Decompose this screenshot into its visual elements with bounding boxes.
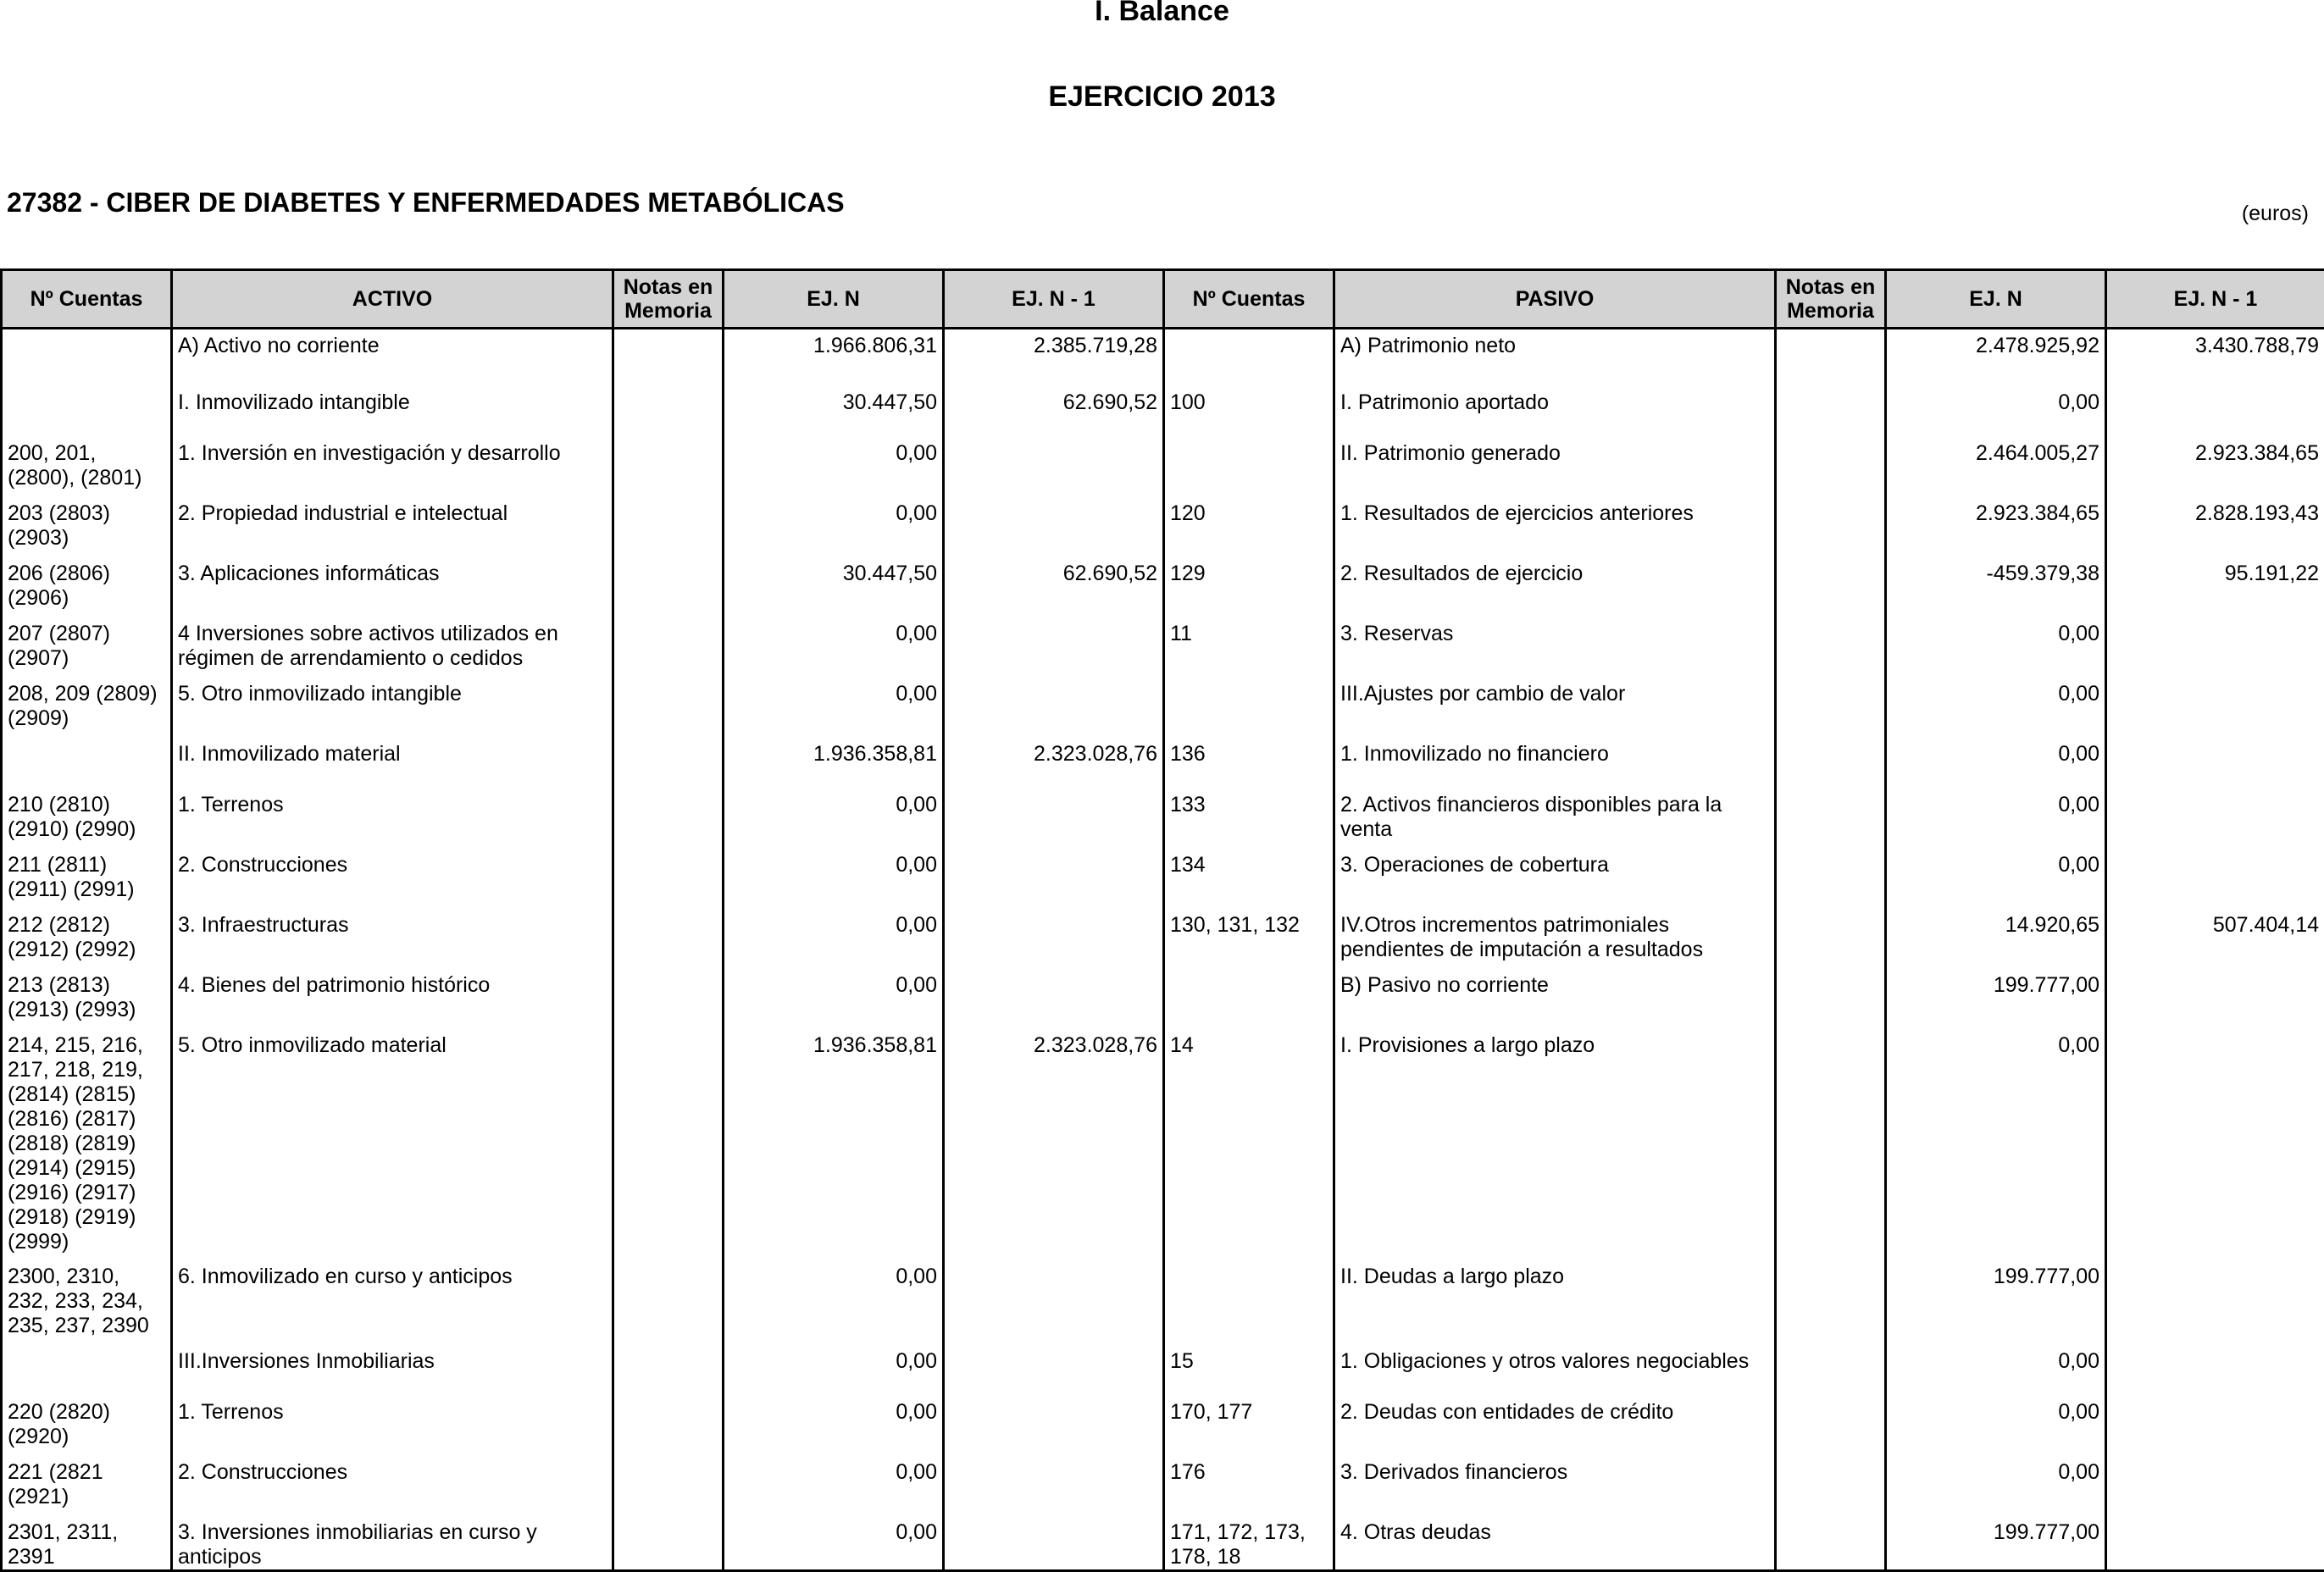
pasivo-year-n-1	[2106, 843, 2324, 903]
notes-activo	[613, 672, 724, 732]
activo-year-n-1	[944, 1339, 1164, 1390]
notes-pasivo	[1776, 672, 1886, 732]
activo-year-n: 0,00	[724, 491, 944, 551]
activo-year-n: 0,00	[724, 903, 944, 963]
account-codes-activo: 220 (2820) (2920)	[2, 1390, 172, 1450]
col-header-accounts: Nº Cuentas	[1164, 270, 1334, 329]
account-codes-activo: 2300, 2310, 232, 233, 234, 235, 237, 2390	[2, 1254, 172, 1339]
activo-label: 2. Construcciones	[172, 843, 613, 903]
activo-year-n: 1.966.806,31	[724, 329, 944, 380]
pasivo-year-n-1	[2106, 1390, 2324, 1450]
activo-year-n-1	[944, 491, 1164, 551]
pasivo-year-n-1	[2106, 612, 2324, 672]
table-row	[2, 843, 2324, 903]
account-codes-pasivo	[1164, 1254, 1334, 1339]
notes-activo	[613, 1390, 724, 1450]
table-row	[2, 1390, 2324, 1450]
page-title: I. Balance	[0, 0, 2324, 28]
col-header-accounts: Nº Cuentas	[2, 270, 172, 329]
notes-pasivo	[1776, 732, 1886, 783]
pasivo-year-n: 0,00	[1886, 380, 2106, 431]
pasivo-year-n: 0,00	[1886, 672, 2106, 732]
pasivo-label: 2. Resultados de ejercicio	[1334, 551, 1776, 612]
activo-year-n: 0,00	[724, 783, 944, 843]
activo-year-n: 0,00	[724, 1450, 944, 1510]
pasivo-year-n-1	[2106, 1254, 2324, 1339]
activo-label: III.Inversiones Inmobiliarias	[172, 1339, 613, 1390]
pasivo-year-n: 0,00	[1886, 1023, 2106, 1254]
pasivo-year-n-1: 2.923.384,65	[2106, 431, 2324, 491]
pasivo-year-n: 0,00	[1886, 732, 2106, 783]
pasivo-year-n: 2.478.925,92	[1886, 329, 2106, 380]
account-codes-pasivo	[1164, 329, 1334, 380]
account-codes-pasivo: 133	[1164, 783, 1334, 843]
notes-pasivo	[1776, 1450, 1886, 1510]
activo-label: 4 Inversiones sobre activos utilizados en régimen de arrendamiento o cedidos	[172, 612, 613, 672]
pasivo-label: III.Ajustes por cambio de valor	[1334, 672, 1776, 732]
activo-label: 3. Infraestructuras	[172, 903, 613, 963]
table-row	[2, 551, 2324, 612]
activo-year-n-1	[944, 903, 1164, 963]
account-codes-activo: 221 (2821 (2921)	[2, 1450, 172, 1510]
account-codes-activo: 212 (2812) (2912) (2992)	[2, 903, 172, 963]
table-row	[2, 783, 2324, 843]
activo-label: 1. Terrenos	[172, 1390, 613, 1450]
currency-unit: (euros)	[2242, 202, 2309, 226]
account-codes-activo	[2, 1339, 172, 1390]
notes-activo	[613, 1510, 724, 1571]
account-codes-activo: 213 (2813) (2913) (2993)	[2, 963, 172, 1023]
pasivo-year-n-1	[2106, 1450, 2324, 1510]
activo-year-n-1: 2.323.028,76	[944, 1023, 1164, 1254]
activo-label: 2. Construcciones	[172, 1450, 613, 1510]
pasivo-year-n-1	[2106, 1339, 2324, 1390]
pasivo-year-n: 199.777,00	[1886, 1254, 2106, 1339]
activo-label: 5. Otro inmovilizado intangible	[172, 672, 613, 732]
table-row	[2, 1510, 2324, 1571]
account-codes-activo	[2, 380, 172, 431]
activo-year-n-1	[944, 431, 1164, 491]
notes-pasivo	[1776, 380, 1886, 431]
pasivo-year-n-1	[2106, 963, 2324, 1023]
account-codes-pasivo: 136	[1164, 732, 1334, 783]
table-row	[2, 380, 2324, 431]
table-row	[2, 963, 2324, 1023]
activo-label: 6. Inmovilizado en curso y anticipos	[172, 1254, 613, 1339]
pasivo-label: B) Pasivo no corriente	[1334, 963, 1776, 1023]
account-codes-pasivo: 11	[1164, 612, 1334, 672]
activo-year-n-1	[944, 783, 1164, 843]
account-codes-activo	[2, 732, 172, 783]
activo-year-n: 1.936.358,81	[724, 1023, 944, 1254]
notes-activo	[613, 783, 724, 843]
activo-year-n-1	[944, 1254, 1164, 1339]
pasivo-year-n-1: 2.828.193,43	[2106, 491, 2324, 551]
notes-pasivo	[1776, 612, 1886, 672]
col-header-year-n: EJ. N	[724, 270, 944, 329]
table-row	[2, 1339, 2324, 1390]
notes-activo	[613, 612, 724, 672]
activo-year-n-1: 62.690,52	[944, 551, 1164, 612]
table-row	[2, 1023, 2324, 1254]
entity-name: 27382 - CIBER DE DIABETES Y ENFERMEDADES METABÓLICAS	[7, 187, 845, 219]
account-codes-pasivo: 15	[1164, 1339, 1334, 1390]
activo-year-n: 0,00	[724, 612, 944, 672]
pasivo-year-n-1: 507.404,14	[2106, 903, 2324, 963]
activo-label: 1. Terrenos	[172, 783, 613, 843]
account-codes-pasivo: 134	[1164, 843, 1334, 903]
pasivo-year-n: 0,00	[1886, 1339, 2106, 1390]
account-codes-pasivo: 100	[1164, 380, 1334, 431]
pasivo-year-n: 199.777,00	[1886, 1510, 2106, 1571]
activo-year-n: 0,00	[724, 1390, 944, 1450]
notes-pasivo	[1776, 1023, 1886, 1254]
account-codes-pasivo	[1164, 672, 1334, 732]
pasivo-label: 2. Deudas con entidades de crédito	[1334, 1390, 1776, 1450]
account-codes-pasivo: 171, 172, 173, 178, 18	[1164, 1510, 1334, 1571]
pasivo-year-n: 199.777,00	[1886, 963, 2106, 1023]
activo-label: 2. Propiedad industrial e intelectual	[172, 491, 613, 551]
notes-activo	[613, 551, 724, 612]
pasivo-year-n-1	[2106, 1510, 2324, 1571]
pasivo-year-n: 2.464.005,27	[1886, 431, 2106, 491]
table-row	[2, 903, 2324, 963]
pasivo-label: 3. Operaciones de cobertura	[1334, 843, 1776, 903]
notes-pasivo	[1776, 1390, 1886, 1450]
activo-label: A) Activo no corriente	[172, 329, 613, 380]
pasivo-label: II. Deudas a largo plazo	[1334, 1254, 1776, 1339]
notes-activo	[613, 732, 724, 783]
pasivo-year-n-1	[2106, 783, 2324, 843]
notes-activo	[613, 903, 724, 963]
table-row	[2, 1450, 2324, 1510]
activo-year-n: 0,00	[724, 431, 944, 491]
col-header-year-n: EJ. N	[1886, 270, 2106, 329]
account-codes-pasivo: 120	[1164, 491, 1334, 551]
activo-year-n: 0,00	[724, 1339, 944, 1390]
activo-label: 3. Aplicaciones informáticas	[172, 551, 613, 612]
account-codes-pasivo	[1164, 963, 1334, 1023]
activo-year-n-1	[944, 612, 1164, 672]
notes-activo	[613, 1450, 724, 1510]
account-codes-activo: 2301, 2311, 2391	[2, 1510, 172, 1571]
activo-year-n-1	[944, 963, 1164, 1023]
notes-pasivo	[1776, 1254, 1886, 1339]
notes-pasivo	[1776, 903, 1886, 963]
account-codes-activo: 208, 209 (2809) (2909)	[2, 672, 172, 732]
activo-label: I. Inmovilizado intangible	[172, 380, 613, 431]
pasivo-label: A) Patrimonio neto	[1334, 329, 1776, 380]
activo-year-n: 30.447,50	[724, 380, 944, 431]
account-codes-activo: 214, 215, 216, 217, 218, 219, (2814) (2815) (2816) (2817) (2818) (2819) (2914) (2915) (2916) (2917) (2918) (2919) (2999)	[2, 1023, 172, 1254]
notes-activo	[613, 431, 724, 491]
account-codes-pasivo: 129	[1164, 551, 1334, 612]
account-codes-activo	[2, 329, 172, 380]
activo-year-n-1: 2.323.028,76	[944, 732, 1164, 783]
table-row	[2, 732, 2324, 783]
activo-year-n-1: 2.385.719,28	[944, 329, 1164, 380]
table-row	[2, 1254, 2324, 1339]
notes-pasivo	[1776, 551, 1886, 612]
pasivo-year-n: 0,00	[1886, 612, 2106, 672]
col-header-year-n-1: EJ. N - 1	[944, 270, 1164, 329]
account-codes-pasivo: 176	[1164, 1450, 1334, 1510]
activo-label: 4. Bienes del patrimonio histórico	[172, 963, 613, 1023]
pasivo-year-n-1: 95.191,22	[2106, 551, 2324, 612]
activo-year-n: 1.936.358,81	[724, 732, 944, 783]
col-header-notes: Notas en Memoria	[613, 270, 724, 329]
pasivo-label: 1. Obligaciones y otros valores negociables	[1334, 1339, 1776, 1390]
table-row	[2, 672, 2324, 732]
notes-activo	[613, 1339, 724, 1390]
balance-table	[0, 268, 2324, 1572]
table-row	[2, 612, 2324, 672]
activo-year-n-1	[944, 1450, 1164, 1510]
notes-pasivo	[1776, 783, 1886, 843]
activo-label: 5. Otro inmovilizado material	[172, 1023, 613, 1254]
pasivo-year-n-1: 3.430.788,79	[2106, 329, 2324, 380]
account-codes-pasivo: 130, 131, 132	[1164, 903, 1334, 963]
pasivo-year-n: 0,00	[1886, 1390, 2106, 1450]
col-header-activo: ACTIVO	[172, 270, 613, 329]
account-codes-activo: 210 (2810) (2910) (2990)	[2, 783, 172, 843]
account-codes-activo: 203 (2803) (2903)	[2, 491, 172, 551]
notes-activo	[613, 843, 724, 903]
pasivo-year-n: 0,00	[1886, 843, 2106, 903]
col-header-notes: Notas en Memoria	[1776, 270, 1886, 329]
account-codes-pasivo: 14	[1164, 1023, 1334, 1254]
activo-year-n: 0,00	[724, 963, 944, 1023]
activo-label: II. Inmovilizado material	[172, 732, 613, 783]
pasivo-label: 3. Reservas	[1334, 612, 1776, 672]
account-codes-activo: 206 (2806) (2906)	[2, 551, 172, 612]
pasivo-label: 1. Inmovilizado no financiero	[1334, 732, 1776, 783]
pasivo-year-n-1	[2106, 1023, 2324, 1254]
activo-label: 1. Inversión en investigación y desarrollo	[172, 431, 613, 491]
pasivo-label: 1. Resultados de ejercicios anteriores	[1334, 491, 1776, 551]
table-row	[2, 329, 2324, 380]
activo-year-n: 30.447,50	[724, 551, 944, 612]
pasivo-year-n: 0,00	[1886, 783, 2106, 843]
notes-activo	[613, 1254, 724, 1339]
activo-year-n: 0,00	[724, 672, 944, 732]
notes-activo	[613, 380, 724, 431]
notes-pasivo	[1776, 963, 1886, 1023]
activo-year-n-1	[944, 1510, 1164, 1571]
account-codes-pasivo	[1164, 431, 1334, 491]
activo-year-n: 0,00	[724, 1510, 944, 1571]
notes-activo	[613, 491, 724, 551]
col-header-pasivo: PASIVO	[1334, 270, 1776, 329]
notes-activo	[613, 963, 724, 1023]
notes-pasivo	[1776, 843, 1886, 903]
account-codes-activo: 207 (2807) (2907)	[2, 612, 172, 672]
activo-year-n-1	[944, 843, 1164, 903]
fiscal-year-heading: EJERCICIO 2013	[0, 80, 2324, 113]
activo-year-n: 0,00	[724, 1254, 944, 1339]
notes-pasivo	[1776, 491, 1886, 551]
pasivo-label: II. Patrimonio generado	[1334, 431, 1776, 491]
activo-label: 3. Inversiones inmobiliarias en curso y anticipos	[172, 1510, 613, 1571]
activo-year-n-1	[944, 1390, 1164, 1450]
pasivo-year-n-1	[2106, 380, 2324, 431]
pasivo-year-n-1	[2106, 732, 2324, 783]
notes-pasivo	[1776, 1510, 1886, 1571]
pasivo-year-n: 14.920,65	[1886, 903, 2106, 963]
activo-year-n: 0,00	[724, 843, 944, 903]
activo-year-n-1: 62.690,52	[944, 380, 1164, 431]
pasivo-year-n: 0,00	[1886, 1450, 2106, 1510]
table-row	[2, 491, 2324, 551]
notes-pasivo	[1776, 431, 1886, 491]
notes-pasivo	[1776, 329, 1886, 380]
account-codes-activo: 211 (2811) (2911) (2991)	[2, 843, 172, 903]
activo-year-n-1	[944, 672, 1164, 732]
pasivo-year-n: 2.923.384,65	[1886, 491, 2106, 551]
pasivo-label: 3. Derivados financieros	[1334, 1450, 1776, 1510]
pasivo-year-n: -459.379,38	[1886, 551, 2106, 612]
col-header-year-n-1: EJ. N - 1	[2106, 270, 2324, 329]
account-codes-activo: 200, 201, (2800), (2801)	[2, 431, 172, 491]
pasivo-label: 2. Activos financieros disponibles para la venta	[1334, 783, 1776, 843]
pasivo-label: I. Patrimonio aportado	[1334, 380, 1776, 431]
account-codes-pasivo: 170, 177	[1164, 1390, 1334, 1450]
notes-activo	[613, 1023, 724, 1254]
notes-activo	[613, 329, 724, 380]
pasivo-label: IV.Otros incrementos patrimoniales pendientes de imputación a resultados	[1334, 903, 1776, 963]
pasivo-label: I. Provisiones a largo plazo	[1334, 1023, 1776, 1254]
pasivo-label: 4. Otras deudas	[1334, 1510, 1776, 1571]
pasivo-year-n-1	[2106, 672, 2324, 732]
table-header-row	[2, 270, 2324, 329]
table-row	[2, 431, 2324, 491]
notes-pasivo	[1776, 1339, 1886, 1390]
